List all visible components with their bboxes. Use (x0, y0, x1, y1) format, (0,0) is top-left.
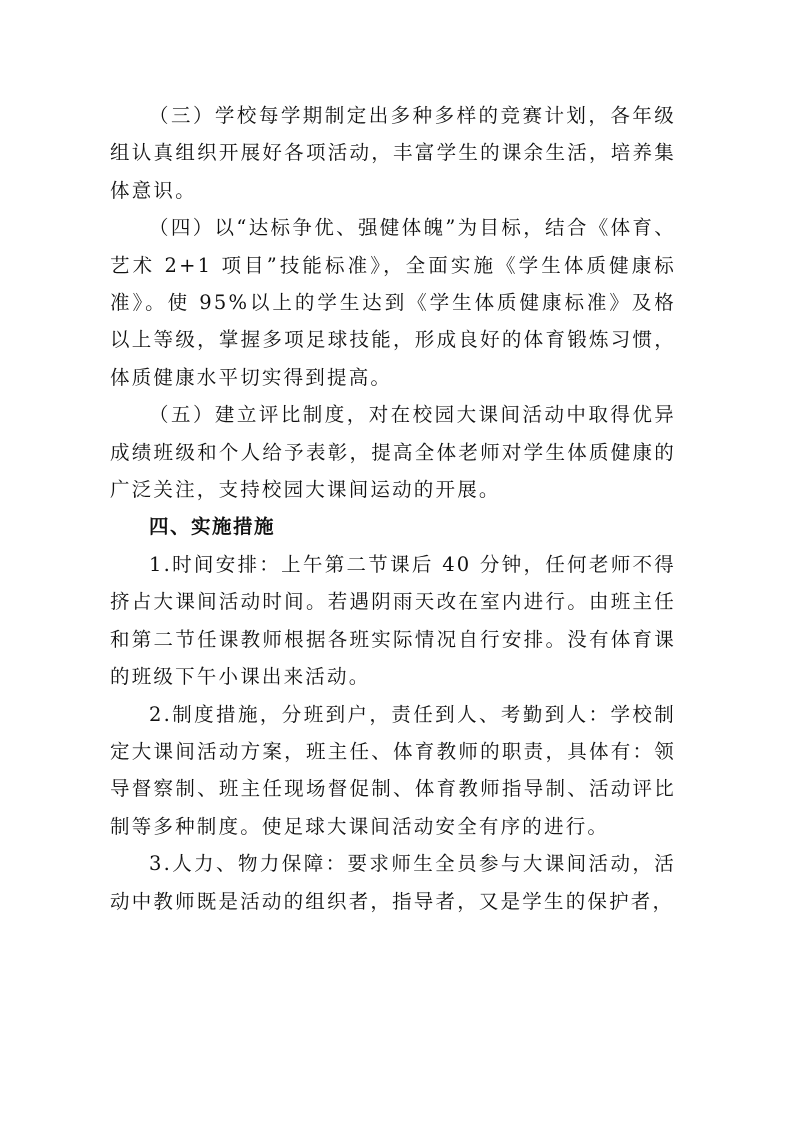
paragraph-measure-1: 1.时间安排：上午第二节课后 40 分钟，任何老师不得挤占大课间活动时间。若遇阴雨天改在室内进行。由班主任和第二节任课教师根据各班实际情况自行安排。没有体育课的班级下午小课出来活动。 (110, 552, 676, 689)
document-body (110, 97, 676, 920)
paragraph-measure-3: 3.人力、物力保障：要求师生全员参与大课间活动，活动中教师既是活动的组织者，指导者，又是学生的保护者， (110, 852, 676, 913)
paragraph-goal-4: （四）以“达标争优、强健体魄”为目标，结合《体育、艺术 2+1 项目”技能标准》，全面实施《学生体质健康标准》。使 95%以上的学生达到《学生体质健康标准》及格以上等级，掌握多项足球技能，形成良好的体育锻炼习惯，体质健康水平切实得到提高。 (110, 216, 676, 389)
paragraph-goal-3: （三）学校每学期制定出多种多样的竞赛计划，各年级组认真组织开展好各项活动，丰富学生的课余生活，培养集体意识。 (110, 104, 676, 202)
section-heading: 四、实施措施 (149, 515, 276, 539)
paragraph-measure-2: 2.制度措施，分班到户，责任到人、考勤到人：学校制定大课间活动方案，班主任、体育教师的职责，具体有：领导督察制、班主任现场督促制、体育教师指导制、活动评比制等多种制度。使足球大课间活动安全有序的进行。 (110, 702, 676, 838)
paragraph-goal-5: （五）建立评比制度，对在校园大课间活动中取得优异成绩班级和个人给予表彰，提高全体老师对学生体质健康的广泛关注，支持校园大课间运动的开展。 (110, 403, 676, 502)
